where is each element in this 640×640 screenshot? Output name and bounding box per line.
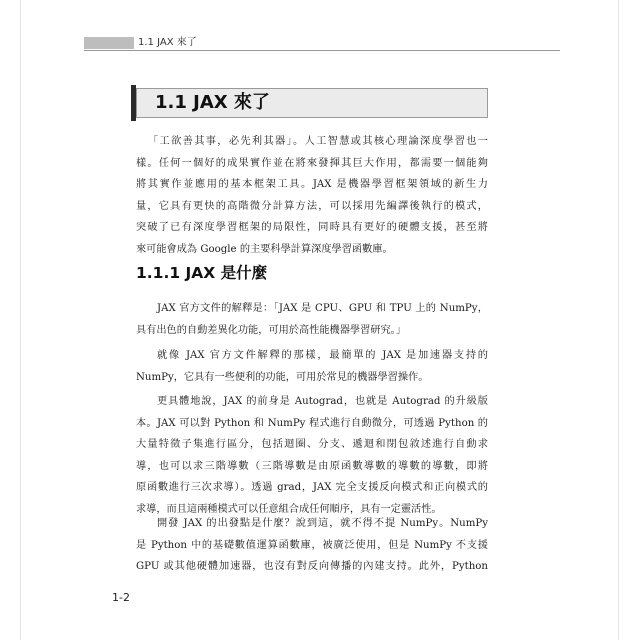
paragraph-official-doc [136,298,488,341]
section-title-box [136,88,488,118]
text-line: 來可能會成為 Google 的主要科學計算深度學習函數庫。 [136,243,393,255]
text-line: 具有出色的自動差異化功能，可用於高性能機器學習研究。」 [136,324,406,336]
paragraph-numpy [136,513,488,578]
paragraph-accelerator [136,345,488,388]
text-line: NumPy，它具有一些便利的功能，可用於常見的機器學習操作。 [136,371,429,383]
text-line: 更具體地說，JAX 的前身是 Autograd，也就是 Autograd 的升級版 [157,396,488,407]
running-header-bar [84,37,134,49]
text-line: 求導，而且這兩種模式可以任意組合成任何順序，具有一定靈活性。 [136,503,442,515]
text-line: 導，也可以求三階導數（三階導數是由原函數導數的導數的導數，即將 [136,460,488,472]
text-line: JAX 官方文件的解釋是：「JAX 是 CPU、GPU 和 TPU 上的 NumPy， [157,303,488,314]
text-line: GPU 或其他硬體加速器，也沒有對反向傳播的內建支持。此外，Python [136,561,488,572]
text-line: 大量特徵子集進行區分，包括迴圈、分支、遞迴和閉包敘述進行自動求 [136,439,488,450]
page-edge-right [618,0,619,640]
section-title: 1.1 JAX 來了 [155,92,270,113]
subsection-heading: 1.1.1 JAX 是什麼 [136,264,268,282]
text-line: 量，它具有更快的高階微分計算方法，可以採用先編譯後執行的模式， [136,200,488,212]
text-line: 「工欲善其事，必先利其器」。人工智慧或其核心理論深度學習也一 [148,136,488,147]
page-edge-left [20,0,21,640]
text-line: 突破了已有深度學習框架的局限性，同時具有更好的硬體支援，甚至將 [136,222,488,233]
running-header-text: 1.1 JAX 來了 [138,37,197,48]
text-line: 樣。任何一個好的成果實作並在將來發揮其巨大作用，都需要一個能夠 [136,157,488,169]
running-header-rule [84,50,560,51]
text-line: 是 Python 中的基礎數值運算函數庫，被廣泛使用，但是 NumPy 不支援 [136,539,488,551]
paragraph-autograd [136,391,488,520]
text-line: 將其實作並應用的基本框架工具。JAX 是機器學習框架領域的新生力 [136,179,488,190]
text-line: 本。JAX 可以對 Python 和 NumPy 程式進行自動微分，可透過 Python 的 [136,417,488,429]
text-line: 原函數進行三次求導）。透過 grad，JAX 完全支援反向模式和正向模式的 [136,482,488,493]
text-line: 開發 JAX 的出發點是什麼？說到這，就不得不提 NumPy。NumPy [157,518,488,529]
text-line: 就像 JAX 官方文件解釋的那樣，最簡單的 JAX 是加速器支持的 [157,350,488,361]
paragraph-intro [136,131,488,260]
page-number: 1-2 [112,591,130,604]
